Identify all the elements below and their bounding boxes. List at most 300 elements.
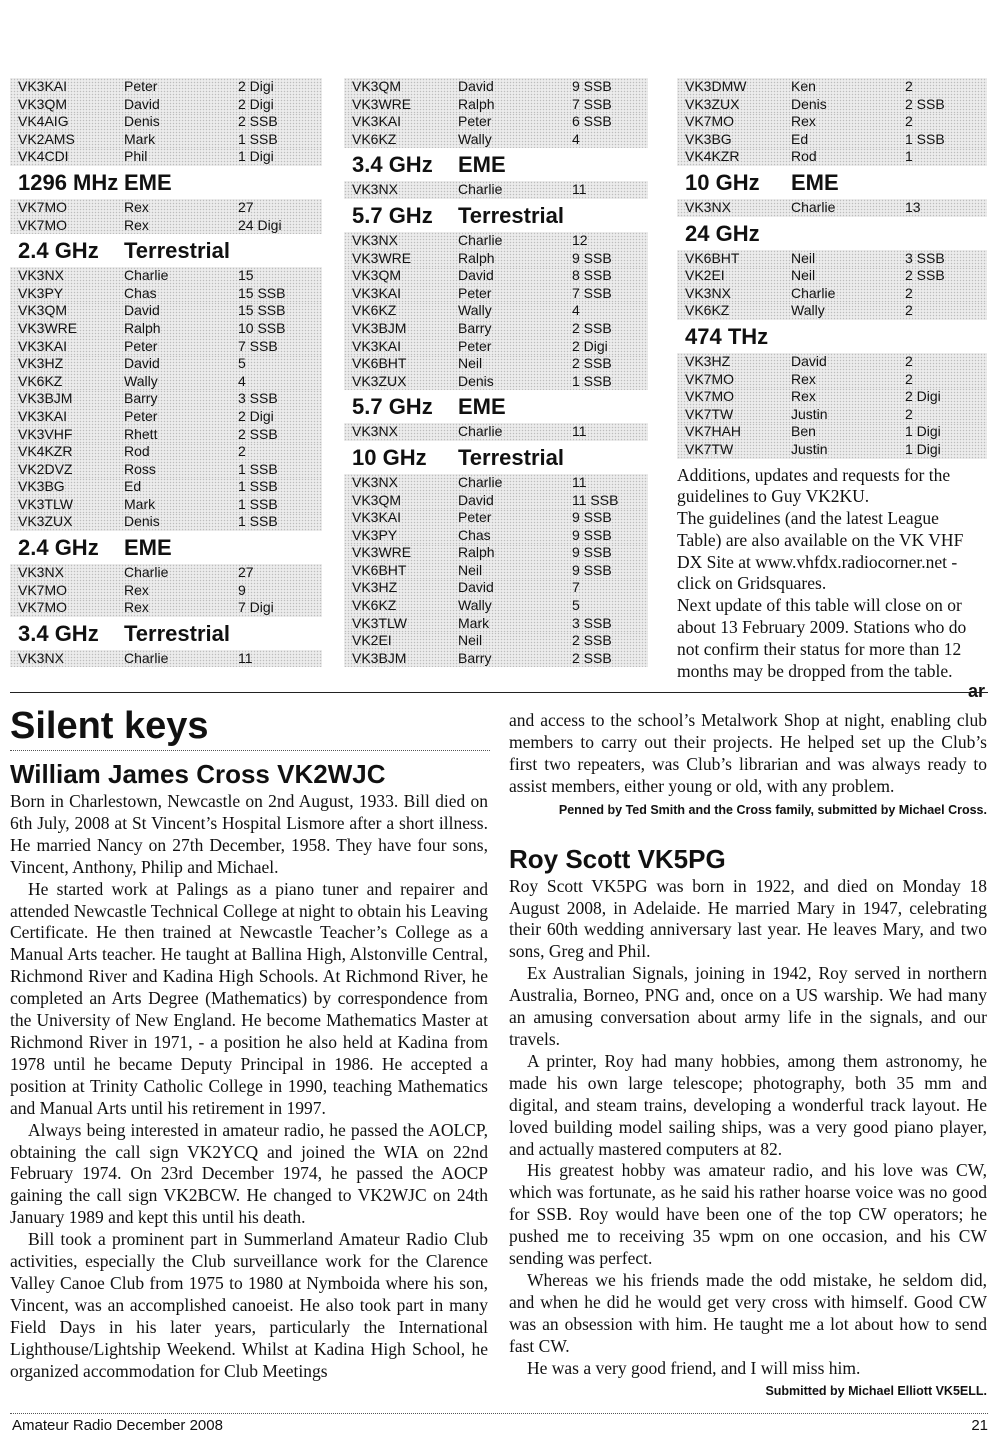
score-cell: 7 SSB <box>238 337 278 354</box>
league-table <box>344 474 648 668</box>
page-number: 21 <box>971 1417 988 1434</box>
score-cell: 2 <box>905 113 913 130</box>
band-label: 2.4 GHz <box>18 535 99 561</box>
score-cell: 9 SSB <box>572 561 612 578</box>
name-cell: Charlie <box>458 473 503 490</box>
callsign-cell: VK3PY <box>352 526 398 543</box>
table-row <box>677 423 987 441</box>
name-cell: Charlie <box>124 267 169 284</box>
callsign-cell: VK6BHT <box>352 561 407 578</box>
band-label: 474 THz <box>685 323 769 349</box>
callsign-cell: VK2AMS <box>18 130 75 147</box>
league-table <box>10 199 322 234</box>
callsign-cell: VK4KZR <box>685 148 740 165</box>
league-column-3 <box>677 78 987 700</box>
callsign-cell: VK4AIG <box>18 113 69 130</box>
name-cell: Ken <box>791 78 816 94</box>
table-row <box>10 408 322 426</box>
callsign-cell: VK3WRE <box>18 319 78 336</box>
name-cell: Peter <box>124 337 158 354</box>
league-table <box>10 650 322 668</box>
callsign-cell: VK7TW <box>685 405 734 422</box>
score-cell: 2 Digi <box>572 337 608 354</box>
band-heading <box>344 390 648 423</box>
band-heading <box>677 166 987 199</box>
score-cell: 10 SSB <box>238 319 286 336</box>
callsign-cell: VK3NX <box>685 284 731 301</box>
table-row <box>10 148 322 166</box>
table-row <box>10 320 322 338</box>
score-cell: 7 Digi <box>238 599 274 616</box>
callsign-cell: VK3NX <box>18 564 64 581</box>
name-cell: Justin <box>791 440 828 457</box>
score-cell: 4 <box>572 302 580 319</box>
paragraph: Roy Scott VK5PG was born in 1922, and died on Monday 18 August 2008, in Adelaide. He married Mary in 1947, celebrating their 60th wedding anniversary last year. He leaves Mary, and two sons, Greg and Phil. <box>509 875 987 962</box>
table-row <box>677 302 987 320</box>
right-article-column <box>509 710 987 1399</box>
score-cell: 2 SSB <box>572 632 612 649</box>
score-cell: 2 Digi <box>238 407 274 424</box>
score-cell: 9 SSB <box>572 78 612 94</box>
note-guidelines: The guidelines (and the latest League Table) are also available on the VK VHF DX Site at www.vhfdx.radiocorner.net - click on Gridsquares. <box>677 508 964 594</box>
score-cell: 9 SSB <box>572 509 612 526</box>
name-cell: David <box>791 352 827 369</box>
league-table <box>10 564 322 617</box>
name-cell: Mark <box>458 614 490 631</box>
note-additions: Additions, updates and requests for the guidelines to Guy VK2KU. <box>677 464 951 507</box>
paragraph: Bill took a prominent part in Summerland Amateur Radio Club activities, especially the Club surveillance work for the Clarence Valley Canoe Club from 1975 to 1980 at Nymboida where his son, Vincent, was an accomplished canoeist. He also took part in many Field Days in his later years, particularly the International Lighthouse/Lightship Weekend. Whilst at Kadina High School, he organized accommodation for Club Meetings <box>10 1229 488 1381</box>
table-row <box>344 320 648 338</box>
name-cell: Ralph <box>458 249 495 266</box>
mode-label: Terrestrial <box>124 620 230 646</box>
callsign-cell: VK6BHT <box>352 355 407 372</box>
band-heading <box>10 234 322 267</box>
section-divider <box>10 692 988 693</box>
score-cell: 9 SSB <box>572 249 612 266</box>
callsign-cell: VK7TW <box>685 440 734 457</box>
score-cell: 15 SSB <box>238 302 286 319</box>
paragraph: He started work at Palings as a piano tuner and repairer and attended Newcastle Technical College at night to obtain his Leaving Certificate. He then trained at Newcastle Teacher’s College as a Manual Arts teacher. He taught at Ballina High, Alstonville Central, Richmond River and Kadina High Schools. At Richmond River, he completed an Arts Degree (Mathematics) by correspondence from the University of New England. He become Mathematics Master at Richmond River in 1971, - a position he also held at Kadina from 1978 until he became Deputy Principal in 1986. He accepted a position at Trinity Catholic College in 1990, teaching Mathematics and Manual Arts until his retirement in 1997. <box>10 878 488 1118</box>
band-label: 10 GHz <box>685 169 760 195</box>
league-table <box>677 78 987 166</box>
callsign-cell: VK3KAI <box>352 284 402 301</box>
callsign-cell: VK7MO <box>18 581 68 598</box>
mode-label: Terrestrial <box>458 444 564 470</box>
name-cell: Neil <box>458 355 483 372</box>
table-row <box>10 267 322 285</box>
callsign-cell: VK2EI <box>685 267 725 284</box>
name-cell: Peter <box>458 284 492 301</box>
name-cell: Charlie <box>124 564 169 581</box>
article-credit: Submitted by Michael Elliott VK5ELL. <box>765 1384 987 1399</box>
callsign-cell: VK6KZ <box>352 597 397 614</box>
name-cell: Rod <box>124 443 150 460</box>
table-row <box>344 250 648 268</box>
name-cell: Denis <box>124 513 160 530</box>
score-cell: 8 SSB <box>572 267 612 284</box>
table-row <box>677 148 987 166</box>
name-cell: Ralph <box>458 95 495 112</box>
table-row <box>10 338 322 356</box>
score-cell: 11 <box>572 181 587 198</box>
score-cell: 15 <box>238 267 254 284</box>
score-cell: 7 SSB <box>572 95 612 112</box>
name-cell: Denis <box>458 372 494 389</box>
score-cell: 12 <box>572 231 588 248</box>
score-cell: 1 SSB <box>905 130 945 147</box>
article-william-cross <box>10 759 488 1382</box>
mode-label: Terrestrial <box>124 238 230 264</box>
callsign-cell: VK3WRE <box>352 544 412 561</box>
name-cell: Wally <box>124 372 158 389</box>
name-cell: Chas <box>458 526 491 543</box>
name-cell: Neil <box>791 267 816 284</box>
callsign-cell: VK3NX <box>18 267 64 284</box>
band-heading <box>344 199 648 232</box>
callsign-cell: VK2EI <box>352 632 392 649</box>
name-cell: Peter <box>124 78 158 94</box>
table-row <box>344 544 648 562</box>
paragraph: His greatest hobby was amateur radio, and his love was CW, which was fortunate, as he said his rather hoarse voice was no good for SSB. Roy would have been one of the top CW operators; he pushed me to receiving 35 wpm on one occasion, and his CW sending was perfect. <box>509 1160 987 1269</box>
mode-label: EME <box>791 169 839 195</box>
callsign-cell: VK4CDI <box>18 148 69 165</box>
table-row <box>10 113 322 131</box>
callsign-cell: VK3KAI <box>352 113 402 130</box>
callsign-cell: VK3NX <box>352 231 398 248</box>
callsign-cell: VK3KAI <box>352 509 402 526</box>
callsign-cell: VK3NX <box>685 198 731 215</box>
callsign-cell: VK2DVZ <box>18 460 73 477</box>
footer-rule <box>10 1413 988 1414</box>
callsign-cell: VK6KZ <box>352 302 397 319</box>
callsign-cell: VK3HZ <box>685 352 731 369</box>
score-cell: 2 <box>238 443 246 460</box>
table-row <box>677 78 987 96</box>
name-cell: Rex <box>791 370 816 387</box>
name-cell: Charlie <box>458 231 503 248</box>
callsign-cell: VK3VHF <box>18 425 73 442</box>
score-cell: 2 <box>905 78 913 94</box>
score-cell: 7 <box>572 579 580 596</box>
name-cell: Justin <box>791 405 828 422</box>
score-cell: 1 Digi <box>905 440 941 457</box>
name-cell: Barry <box>458 649 492 666</box>
callsign-cell: VK6KZ <box>685 302 730 319</box>
table-row <box>10 599 322 617</box>
band-heading <box>344 148 648 181</box>
score-cell: 1 <box>905 148 913 165</box>
score-cell: 1 Digi <box>905 423 941 440</box>
table-row <box>344 562 648 580</box>
name-cell: Mark <box>124 495 156 512</box>
callsign-cell: VK6KZ <box>352 130 397 147</box>
score-cell: 3 SSB <box>238 390 278 407</box>
table-row <box>10 285 322 303</box>
name-cell: Charlie <box>791 284 836 301</box>
band-label: 3.4 GHz <box>18 620 99 646</box>
league-table <box>344 78 648 148</box>
article-continuation <box>509 710 987 798</box>
score-cell: 13 <box>905 198 921 215</box>
callsign-cell: VK3WRE <box>352 95 412 112</box>
score-cell: 2 SSB <box>905 267 945 284</box>
score-cell: 2 <box>905 370 913 387</box>
callsign-cell: VK6BHT <box>685 249 740 266</box>
table-row <box>344 373 648 391</box>
score-cell: 1 SSB <box>238 130 278 147</box>
league-table <box>344 423 648 441</box>
score-cell: 2 Digi <box>238 95 274 112</box>
callsign-cell: VK3NX <box>352 181 398 198</box>
callsign-cell: VK3TLW <box>352 614 407 631</box>
mode-label: EME <box>124 169 172 195</box>
score-cell: 1 SSB <box>238 513 278 530</box>
band-label: 24 GHz <box>685 220 760 246</box>
name-cell: Ed <box>124 478 142 495</box>
table-row <box>344 338 648 356</box>
callsign-cell: VK4KZR <box>18 443 73 460</box>
score-cell: 11 <box>572 423 587 440</box>
callsign-cell: VK3DMW <box>685 78 747 94</box>
paragraph: Always being interested in amateur radio, he passed the AOLCP, obtaining the call sign VK2YCQ and joined the WIA on 22nd February 1974. On 23rd December 1974, he passed the AOCP gaining the call sign VK2BCW. He changed to VK2WJC on 24th January 1989 and kept this until his death. <box>10 1119 488 1228</box>
name-cell: David <box>124 355 160 372</box>
name-cell: Chas <box>124 284 157 301</box>
table-row <box>10 96 322 114</box>
article-credit: Penned by Ted Smith and the Cross family, submitted by Michael Cross. <box>558 802 987 817</box>
score-cell: 2 SSB <box>238 113 278 130</box>
score-cell: 2 SSB <box>572 649 612 666</box>
name-cell: Charlie <box>791 198 836 215</box>
callsign-cell: VK3ZUX <box>352 372 407 389</box>
ar-logo: ar <box>967 681 985 702</box>
callsign-cell: VK3QM <box>352 491 402 508</box>
score-cell: 1 SSB <box>238 495 278 512</box>
callsign-cell: VK7MO <box>685 370 735 387</box>
name-cell: Ed <box>791 130 809 147</box>
table-row <box>10 199 322 217</box>
name-cell: David <box>458 491 494 508</box>
name-cell: Denis <box>124 113 160 130</box>
score-cell: 9 <box>238 581 246 598</box>
name-cell: Neil <box>791 249 816 266</box>
score-cell: 2 Digi <box>238 78 274 94</box>
article-title: Roy Scott VK5PG <box>509 843 726 874</box>
table-row <box>677 96 987 114</box>
table-row <box>677 353 987 371</box>
table-row <box>344 232 648 250</box>
table-row <box>10 373 322 391</box>
table-row <box>344 78 648 96</box>
article-body <box>10 791 488 1382</box>
name-cell: Peter <box>458 337 492 354</box>
league-table <box>677 250 987 320</box>
mode-label: Terrestrial <box>458 202 564 228</box>
callsign-cell: VK3NX <box>352 473 398 490</box>
table-row <box>344 632 648 650</box>
callsign-cell: VK3KAI <box>18 78 68 94</box>
score-cell: 24 Digi <box>238 216 282 233</box>
name-cell: Wally <box>458 302 492 319</box>
name-cell: Ben <box>791 423 816 440</box>
score-cell: 9 SSB <box>572 526 612 543</box>
table-row <box>677 131 987 149</box>
table-row <box>344 492 648 510</box>
callsign-cell: VK3QM <box>352 78 402 94</box>
table-row <box>344 597 648 615</box>
name-cell: Phil <box>124 148 148 165</box>
table-row <box>677 441 987 459</box>
table-row <box>677 250 987 268</box>
table-row <box>344 181 648 199</box>
league-table <box>344 181 648 199</box>
page-footer <box>12 1417 988 1435</box>
score-cell: 11 SSB <box>572 491 619 508</box>
table-row <box>344 285 648 303</box>
name-cell: Rex <box>791 388 816 405</box>
league-column-3-table <box>677 78 987 459</box>
table-row <box>344 302 648 320</box>
score-cell: 3 SSB <box>905 249 945 266</box>
name-cell: Barry <box>124 390 158 407</box>
callsign-cell: VK3TLW <box>18 495 73 512</box>
callsign-cell: VK3NX <box>352 423 398 440</box>
callsign-cell: VK3KAI <box>18 407 68 424</box>
score-cell: 5 <box>572 597 580 614</box>
name-cell: Ross <box>124 460 156 477</box>
mode-label: EME <box>124 535 172 561</box>
table-row <box>10 513 322 531</box>
title-underline <box>10 750 490 751</box>
band-heading <box>677 320 987 353</box>
score-cell: 5 <box>238 355 246 372</box>
score-cell: 2 SSB <box>905 95 945 112</box>
table-row <box>10 443 322 461</box>
band-label: 5.7 GHz <box>352 394 433 420</box>
band-heading <box>344 441 648 474</box>
band-label: 5.7 GHz <box>352 202 433 228</box>
band-label: 2.4 GHz <box>18 238 99 264</box>
table-row <box>10 390 322 408</box>
score-cell: 7 SSB <box>572 284 612 301</box>
callsign-cell: VK3KAI <box>18 337 68 354</box>
name-cell: Charlie <box>458 181 503 198</box>
paragraph: Ex Australian Signals, joining in 1942, Roy served in northern Australia, Borneo, PNG and, once on a US warship. We had many an amusing conversation about army life in the signals, and our travels. <box>509 963 987 1049</box>
score-cell: 1 Digi <box>238 148 274 165</box>
league-column-2 <box>344 78 648 667</box>
name-cell: David <box>124 95 160 112</box>
callsign-cell: VK3BJM <box>352 319 407 336</box>
name-cell: Rex <box>124 581 149 598</box>
note-next-update: Next update of this table will close on or about 13 February 2009. Stations who do not confirm their status for more than 12 months may be dropped from the table. <box>677 595 967 681</box>
name-cell: Wally <box>458 597 492 614</box>
band-heading <box>10 531 322 564</box>
callsign-cell: VK7HAH <box>685 423 742 440</box>
table-row <box>677 199 987 217</box>
publication-name: Amateur Radio December 2008 <box>12 1417 223 1434</box>
score-cell: 4 <box>238 372 246 389</box>
score-cell: 1 SSB <box>238 460 278 477</box>
table-row <box>10 355 322 373</box>
table-row <box>344 96 648 114</box>
score-cell: 11 <box>572 473 587 490</box>
paragraph: A printer, Roy had many hobbies, among them astronomy, he made his own large telescope; photography, both 35 mm and digital, and steam trains, developing a wonderful track layout. He loved building model sailing ships, was a very good piano player, and actually mastered computers at 82. <box>509 1050 987 1159</box>
name-cell: Neil <box>458 561 483 578</box>
callsign-cell: VK7MO <box>685 388 735 405</box>
article-title: William James Cross VK2WJC <box>10 759 386 789</box>
name-cell: Charlie <box>124 649 169 666</box>
table-row <box>344 355 648 373</box>
name-cell: Rex <box>124 599 149 616</box>
table-row <box>10 650 322 668</box>
name-cell: Charlie <box>458 423 503 440</box>
table-row <box>344 267 648 285</box>
league-table <box>677 353 987 459</box>
table-row <box>677 406 987 424</box>
league-notes <box>677 465 987 683</box>
callsign-cell: VK7MO <box>685 113 735 130</box>
table-row <box>10 78 322 96</box>
name-cell: Mark <box>124 130 156 147</box>
score-cell: 2 <box>905 302 913 319</box>
table-row <box>344 650 648 668</box>
table-row <box>344 423 648 441</box>
score-cell: 27 <box>238 564 254 581</box>
name-cell: Peter <box>124 407 158 424</box>
callsign-cell: VK7MO <box>18 216 68 233</box>
score-cell: 2 <box>905 284 913 301</box>
band-label: 3.4 GHz <box>352 152 433 178</box>
name-cell: Barry <box>458 319 492 336</box>
paragraph: Born in Charlestown, Newcastle on 2nd August, 1933. Bill died on 6th July, 2008 at St Vincent’s Hospital Lismore after a short illness. He married Nancy on 27th December, 1958. They have four sons, Vincent, Anthony, Philip and Michael. <box>10 791 488 877</box>
mode-label: EME <box>458 152 506 178</box>
score-cell: 2 <box>905 405 913 422</box>
name-cell: David <box>124 302 160 319</box>
score-cell: 3 SSB <box>572 614 612 631</box>
name-cell: Rex <box>124 198 149 215</box>
table-row <box>10 564 322 582</box>
score-cell: 2 Digi <box>905 388 941 405</box>
callsign-cell: VK3BJM <box>352 649 407 666</box>
band-label: 1296 MHz <box>18 169 119 195</box>
score-cell: 15 SSB <box>238 284 286 301</box>
name-cell: Rex <box>791 113 816 130</box>
name-cell: David <box>458 267 494 284</box>
table-row <box>677 371 987 389</box>
callsign-cell: VK7MO <box>18 198 68 215</box>
name-cell: Rhett <box>124 425 158 442</box>
table-row <box>344 474 648 492</box>
article-body <box>509 876 987 1380</box>
league-table <box>10 78 322 166</box>
table-row <box>344 579 648 597</box>
callsign-cell: VK3NX <box>18 649 64 666</box>
section-title: Silent keys <box>10 705 209 747</box>
band-heading <box>677 217 987 250</box>
callsign-cell: VK3BJM <box>18 390 73 407</box>
mode-label: EME <box>458 394 506 420</box>
score-cell: 2 SSB <box>572 355 612 372</box>
name-cell: Peter <box>458 113 492 130</box>
table-row <box>10 426 322 444</box>
callsign-cell: VK3QM <box>352 267 402 284</box>
callsign-cell: VK3PY <box>18 284 64 301</box>
band-heading <box>10 166 322 199</box>
callsign-cell: VK3BG <box>18 478 65 495</box>
paragraph: Whereas we his friends made the odd mistake, he seldom did, and when he did he would get very cross with himself. Good CW was an obsession with him. He taught me a lot about how to send fast CW. <box>509 1269 987 1356</box>
table-row <box>677 113 987 131</box>
callsign-cell: VK3ZUX <box>18 513 73 530</box>
score-cell: 4 <box>572 130 580 147</box>
